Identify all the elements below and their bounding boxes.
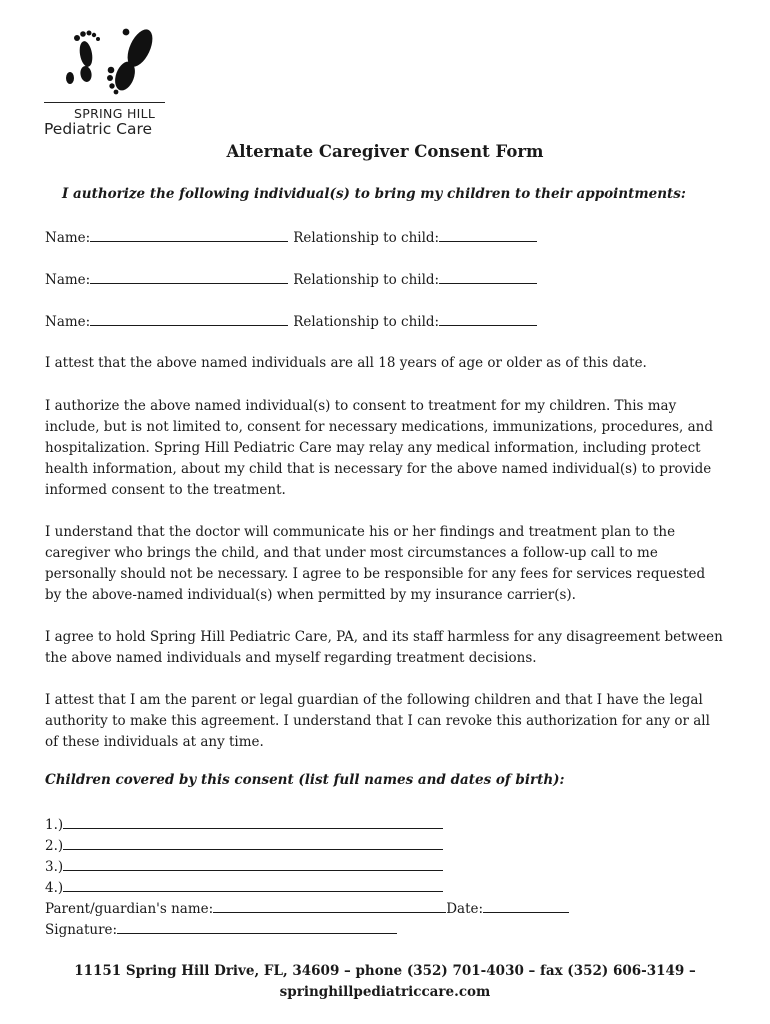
child-field-3[interactable] (63, 858, 443, 871)
name-label: Name: (45, 314, 91, 330)
relationship-field-1[interactable] (439, 229, 537, 242)
logo-text-line1: SPRING HILL (74, 106, 156, 121)
child-row-2 (45, 837, 443, 854)
children-heading: Children covered by this consent (list full names and dates of birth): (45, 772, 565, 788)
child-row-3 (45, 858, 443, 875)
caregiver-name-field-3[interactable] (90, 313, 288, 326)
date-label: Date: (446, 901, 484, 917)
guardian-attestation-paragraph: I attest that I am the parent or legal guardian of the following children and that I have the legal authority to make this agreement. I understand that I can revoke this authorization for any or all of these individuals at any time. (45, 692, 710, 750)
name-label: Name: (45, 230, 91, 246)
caregiver-row-1 (45, 229, 537, 246)
child-number-label: 1.) (45, 817, 64, 833)
caregiver-row-3 (45, 313, 537, 330)
footer-website: springhillpediatriccare.com (279, 984, 491, 1000)
child-number-label: 2.) (45, 838, 64, 854)
treatment-consent-paragraph: I authorize the above named individual(s) to consent to treatment for my children. This may include, but is not limited to, consent for necessary medications, immunizations, procedures, and hospitalization. Spring Hill Pediatric Care may relay any medical information, including protect health information, about my child that is necessary for the above named individual(s) to provide informed consent to the treatment. (45, 398, 713, 498)
communication-paragraph: I understand that the doctor will communicate his or her findings and treatment plan to the caregiver who brings the child, and that under most circumstances a follow-up call to me personally should not be necessary. I agree to be responsible for any fees for services requested by the above-named individual(s) when permitted by my insurance carrier(s). (45, 524, 706, 603)
signature-row (45, 921, 397, 938)
name-label: Name: (45, 272, 91, 288)
relationship-field-2[interactable] (439, 271, 537, 284)
caregiver-row-2 (45, 271, 537, 288)
logo-divider (44, 102, 165, 103)
signature-label: Signature: (45, 922, 118, 938)
child-row-4 (45, 879, 443, 896)
parent-name-field[interactable] (213, 900, 446, 913)
relationship-label: Relationship to child: (293, 314, 440, 330)
footprints-icon (62, 26, 157, 96)
child-number-label: 3.) (45, 859, 64, 875)
relationship-field-3[interactable] (439, 313, 537, 326)
footer-contact: 11151 Spring Hill Drive, FL, 34609 – phone (352) 701-4030 – fax (352) 606-3149 – (74, 963, 696, 979)
child-field-4[interactable] (63, 879, 443, 892)
form-title: Alternate Caregiver Consent Form (226, 142, 544, 161)
hold-harmless-paragraph: I agree to hold Spring Hill Pediatric Care, PA, and its staff harmless for any disagreement between the above named individuals and myself regarding treatment decisions. (45, 629, 723, 666)
authorize-heading: I authorize the following individual(s) to bring my children to their appointments: (62, 186, 686, 202)
child-field-2[interactable] (63, 837, 443, 850)
caregiver-name-field-2[interactable] (90, 271, 288, 284)
logo-text-line2: Pediatric Care (44, 120, 153, 138)
parent-name-label: Parent/guardian's name: (45, 901, 214, 917)
signature-field[interactable] (117, 921, 397, 934)
date-field[interactable] (483, 900, 569, 913)
parent-name-row (45, 900, 569, 917)
child-number-label: 4.) (45, 880, 64, 896)
spring-hill-logo (44, 26, 169, 144)
caregiver-name-field-1[interactable] (90, 229, 288, 242)
age-attestation-paragraph: I attest that the above named individuals are all 18 years of age or older as of this date. (45, 355, 647, 371)
relationship-label: Relationship to child: (293, 230, 440, 246)
child-row-1 (45, 816, 443, 833)
child-field-1[interactable] (63, 816, 443, 829)
relationship-label: Relationship to child: (293, 272, 440, 288)
